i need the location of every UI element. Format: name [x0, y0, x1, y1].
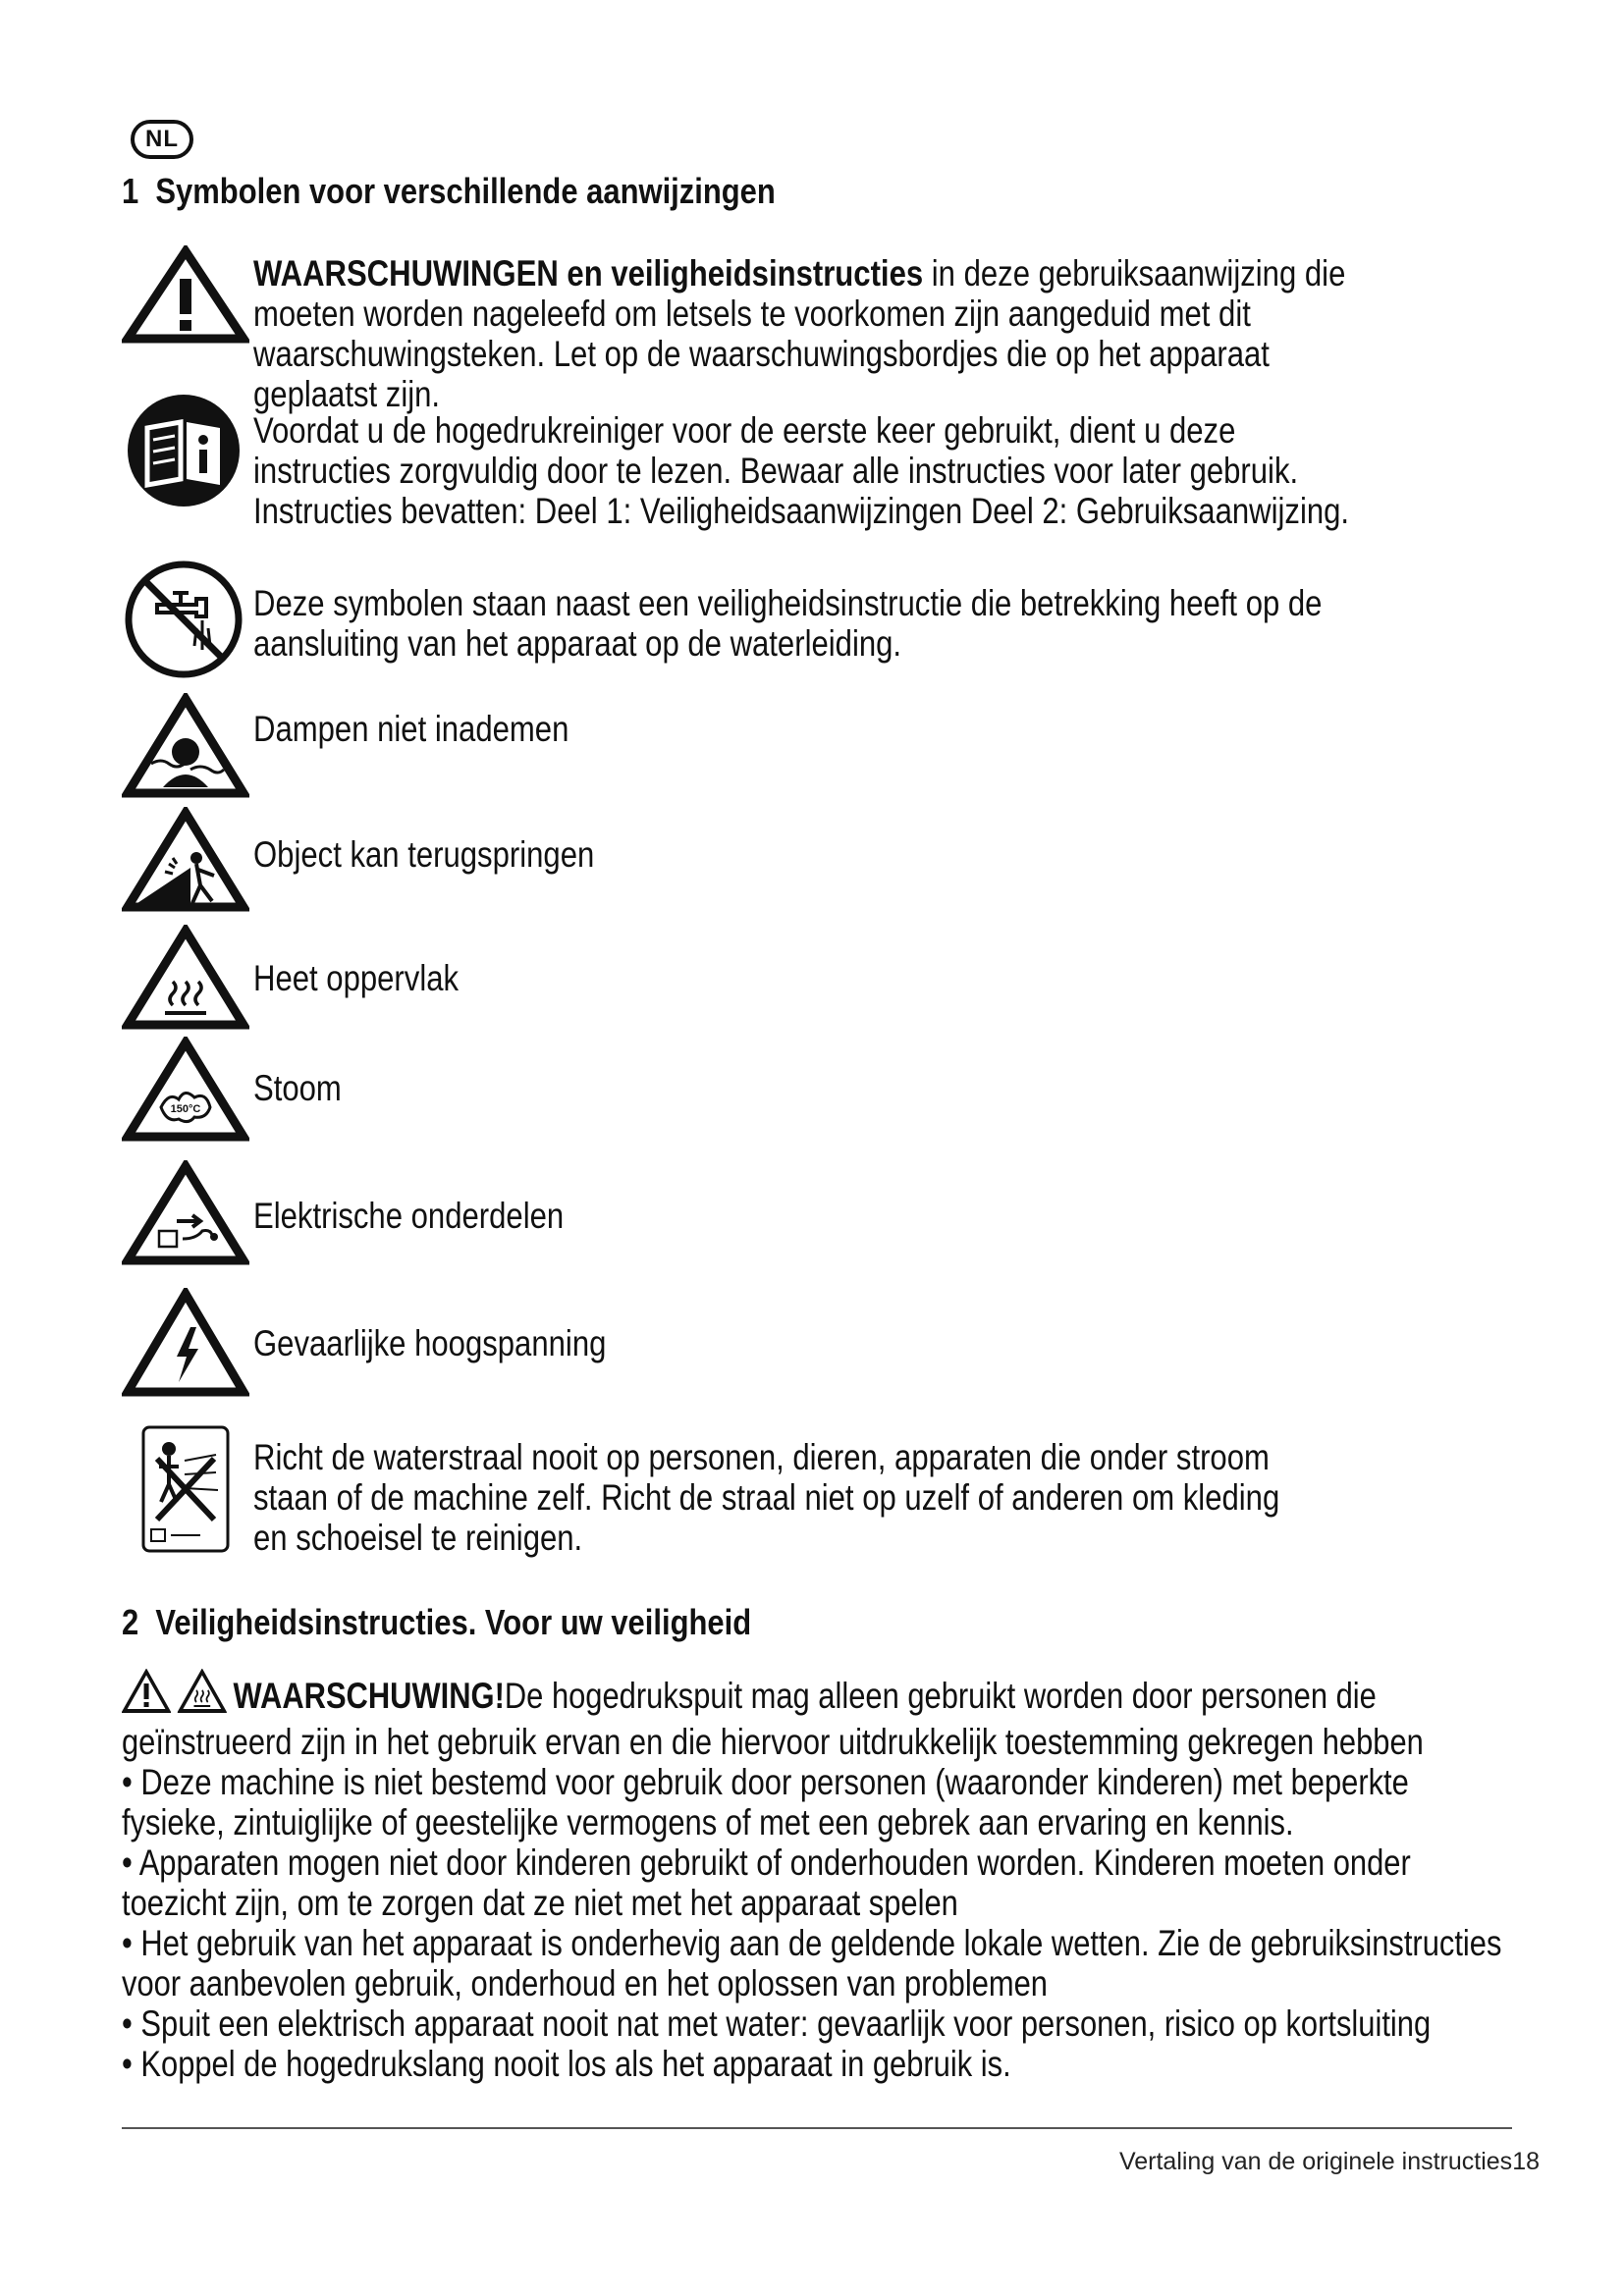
- high-voltage-icon: [122, 1288, 249, 1398]
- no-spray-people-description: Richt de waterstraal nooit op personen, dieren, apparaten die onder stroom staan of de machine zelf. Richt de straal niet op uzelf of anderen om kleding en schoeisel te reinigen.: [253, 1437, 1280, 1558]
- water-connection-description: Deze symbolen staan naast een veiligheidsinstructie die betrekking heeft op de aansluiting van het apparaat op de waterleiding.: [253, 583, 1323, 664]
- section-1-number: 1: [122, 171, 139, 211]
- footer-divider: [122, 2127, 1512, 2129]
- safety-bullet-5: • Koppel de hogedrukslang nooit los als het apparaat in gebruik is.: [122, 2044, 1011, 2084]
- safety-instructions-body: [122, 1669, 1516, 2084]
- rebound-description: Object kan terugspringen: [253, 834, 595, 875]
- fumes-description: Dampen niet inademen: [253, 709, 569, 749]
- safety-bullet-4: • Spuit een elektrisch apparaat nooit nat met water: gevaarlijk voor personen, risico op kortsluiting: [122, 2003, 1432, 2044]
- steam-temperature-label: 150°C: [170, 1103, 201, 1115]
- hot-surface-icon: [122, 925, 249, 1031]
- warning-triangle-icon: [122, 245, 249, 344]
- electrical-parts-description: Elektrische onderdelen: [253, 1196, 565, 1236]
- hot-surface-description: Heet oppervlak: [253, 958, 460, 998]
- hot-surface-small-icon: [178, 1669, 227, 1722]
- language-badge: NL: [131, 120, 193, 159]
- section-2-number: 2: [122, 1602, 139, 1642]
- section-1-heading: [122, 171, 776, 212]
- high-voltage-description: Gevaarlijke hoogspanning: [253, 1323, 607, 1363]
- rebound-icon: [122, 807, 249, 913]
- steam-icon: [122, 1037, 249, 1143]
- fumes-icon: [122, 693, 249, 799]
- footer-text: Vertaling van de originele instructies: [1118, 2148, 1513, 2175]
- no-spray-people-icon: [141, 1425, 230, 1553]
- warning-label: WAARSCHUWING!: [233, 1676, 505, 1716]
- page-footer: [1119, 2148, 1540, 2176]
- section-2-heading: [122, 1602, 751, 1643]
- safety-bullet-3: • Het gebruik van het apparaat is onderhevig aan de geldende lokale wetten. Zie de gebruiksinstructies voor aanbevolen gebruik, onderhoud en het oplossen van problemen: [122, 1923, 1502, 2003]
- electrical-parts-icon: [122, 1160, 249, 1266]
- warning-symbol-bold: WAARSCHUWINGEN en veiligheidsinstructies: [253, 253, 924, 294]
- warning-paragraph: [122, 1669, 1516, 1762]
- safety-bullet-1: • Deze machine is niet bestemd voor gebruik door personen (waaronder kinderen) met beperkte fysieke, zintuiglijke of geestelijke vermogens of met een gebrek aan ervaring en kennis.: [122, 1762, 1409, 1842]
- read-manual-description: Voordat u de hogedrukreiniger voor de eerste keer gebruikt, dient u deze instructies zorgvuldig door te lezen. Bewaar alle instructies voor later gebruik. Instructies bevatten: Deel 1: Veiligheidsaanwijzingen Deel 2: Gebruiksaanwijzing.: [253, 410, 1350, 531]
- warning-symbol-description: [253, 253, 1350, 414]
- read-manual-icon: [126, 393, 242, 508]
- page-number: 18: [1512, 2148, 1540, 2175]
- warning-symbol-text: in deze gebruiksaanwijzing die moeten worden nageleefd om letsels te voorkomen zijn aangeduid met dit waarschuwingsteken. Let op de waarschuwingsbordjes die op het apparaat geplaatst zijn.: [253, 253, 1346, 414]
- steam-description: Stoom: [253, 1068, 342, 1108]
- section-2-title: Veiligheidsinstructies. Voor uw veiligheid: [155, 1602, 752, 1642]
- safety-bullet-2: • Apparaten mogen niet door kinderen gebruikt of onderhouden worden. Kinderen moeten onder toezicht zijn, om te zorgen dat ze niet met het apparaat spelen: [122, 1842, 1411, 1923]
- section-1-title: Symbolen voor verschillende aanwijzingen: [155, 171, 776, 211]
- warning-triangle-small-icon: [122, 1669, 171, 1722]
- no-water-connection-icon: [124, 560, 244, 679]
- warning-text: De hogedrukspuit mag alleen gebruikt worden door personen die geïnstrueerd zijn in het gebruik ervan en die hiervoor uitdrukkelijk toestemming gekregen hebben: [122, 1676, 1424, 1762]
